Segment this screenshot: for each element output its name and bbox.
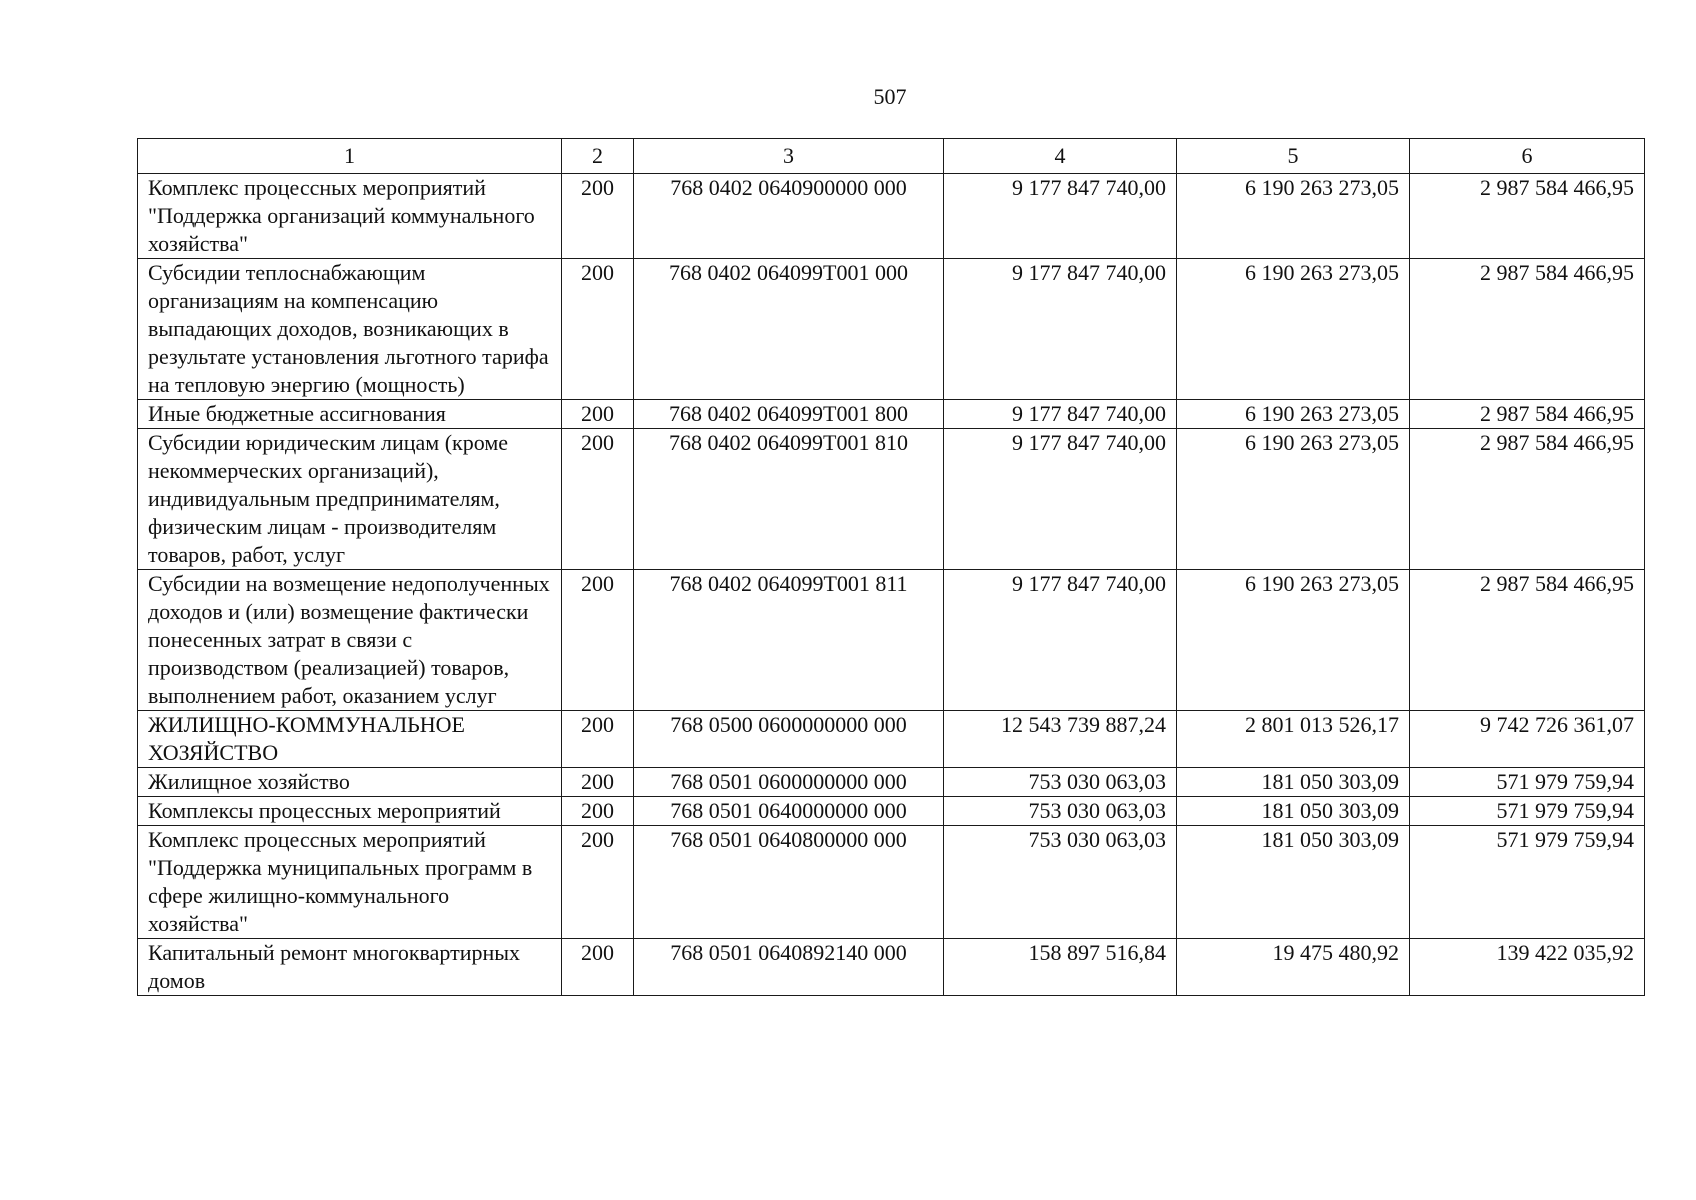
row-col4: 753 030 063,03 [944,826,1177,939]
page-number: 507 [873,84,907,109]
row-col5: 6 190 263 273,05 [1177,429,1410,570]
row-kbk: 768 0402 064099Т001 000 [634,259,944,400]
row-col4: 9 177 847 740,00 [944,570,1177,711]
row-kbk: 768 0501 0640000000 000 [634,797,944,826]
row-code: 200 [562,400,634,429]
row-kbk: 768 0402 064099Т001 810 [634,429,944,570]
row-col4: 12 543 739 887,24 [944,711,1177,768]
row-kbk: 768 0402 064099Т001 800 [634,400,944,429]
row-name: Иные бюджетные ассигнования [138,400,562,429]
row-code: 200 [562,797,634,826]
row-name: Комплекс процессных мероприятий "Поддержка муниципальных программ в сфере жилищно-коммунального хозяйства" [138,826,562,939]
row-name: Жилищное хозяйство [138,768,562,797]
table-row [138,259,1645,400]
row-col5: 6 190 263 273,05 [1177,400,1410,429]
row-code: 200 [562,939,634,996]
header-cell-5: 5 [1177,139,1410,174]
row-col5: 2 801 013 526,17 [1177,711,1410,768]
row-kbk: 768 0500 0600000000 000 [634,711,944,768]
row-col4: 9 177 847 740,00 [944,429,1177,570]
row-col6: 9 742 726 361,07 [1410,711,1645,768]
row-col4: 9 177 847 740,00 [944,400,1177,429]
row-col5: 6 190 263 273,05 [1177,259,1410,400]
row-col5: 181 050 303,09 [1177,826,1410,939]
header-cell-6: 6 [1410,139,1645,174]
row-name: Комплекс процессных мероприятий "Поддержка организаций коммунального хозяйства" [138,174,562,259]
row-col4: 753 030 063,03 [944,797,1177,826]
table-row [138,711,1645,768]
header-cell-3: 3 [634,139,944,174]
row-code: 200 [562,429,634,570]
row-col6: 2 987 584 466,95 [1410,174,1645,259]
table-row [138,826,1645,939]
row-col4: 158 897 516,84 [944,939,1177,996]
row-kbk: 768 0501 0640892140 000 [634,939,944,996]
row-code: 200 [562,174,634,259]
header-cell-4: 4 [944,139,1177,174]
row-kbk: 768 0402 0640900000 000 [634,174,944,259]
row-col5: 6 190 263 273,05 [1177,570,1410,711]
row-code: 200 [562,826,634,939]
row-kbk: 768 0501 0640800000 000 [634,826,944,939]
row-col4: 753 030 063,03 [944,768,1177,797]
row-col6: 571 979 759,94 [1410,768,1645,797]
table-row [138,797,1645,826]
row-kbk: 768 0402 064099Т001 811 [634,570,944,711]
row-code: 200 [562,259,634,400]
row-col6: 2 987 584 466,95 [1410,400,1645,429]
row-name: Субсидии на возмещение недополученных доходов и (или) возмещение фактически понесенных затрат в связи с производством (реализацией) товаров, выполнением работ, оказанием услуг [138,570,562,711]
row-col4: 9 177 847 740,00 [944,259,1177,400]
header-cell-2: 2 [562,139,634,174]
row-code: 200 [562,570,634,711]
row-name: Комплексы процессных мероприятий [138,797,562,826]
row-kbk: 768 0501 0600000000 000 [634,768,944,797]
row-col5: 6 190 263 273,05 [1177,174,1410,259]
row-name: Капитальный ремонт многоквартирных домов [138,939,562,996]
row-name: Субсидии теплоснабжающим организациям на компенсацию выпадающих доходов, возникающих в результате установления льготного тарифа на тепловую энергию (мощность) [138,259,562,400]
row-code: 200 [562,711,634,768]
row-col6: 2 987 584 466,95 [1410,429,1645,570]
row-col6: 2 987 584 466,95 [1410,259,1645,400]
row-col5: 181 050 303,09 [1177,768,1410,797]
table-row [138,939,1645,996]
table-row [138,570,1645,711]
table-row [138,174,1645,259]
row-col6: 571 979 759,94 [1410,797,1645,826]
row-col6: 2 987 584 466,95 [1410,570,1645,711]
table-row [138,400,1645,429]
table-row [138,429,1645,570]
row-name: Субсидии юридическим лицам (кроме некоммерческих организаций), индивидуальным предпринимателям, физическим лицам - производителям товаров, работ, услуг [138,429,562,570]
row-col6: 139 422 035,92 [1410,939,1645,996]
row-col6: 571 979 759,94 [1410,826,1645,939]
row-name: ЖИЛИЩНО-КОММУНАЛЬНОЕ ХОЗЯЙСТВО [138,711,562,768]
header-row [138,139,1645,174]
row-col5: 19 475 480,92 [1177,939,1410,996]
budget-table [137,138,1645,996]
header-cell-1: 1 [138,139,562,174]
row-col4: 9 177 847 740,00 [944,174,1177,259]
row-code: 200 [562,768,634,797]
table-row [138,768,1645,797]
row-col5: 181 050 303,09 [1177,797,1410,826]
